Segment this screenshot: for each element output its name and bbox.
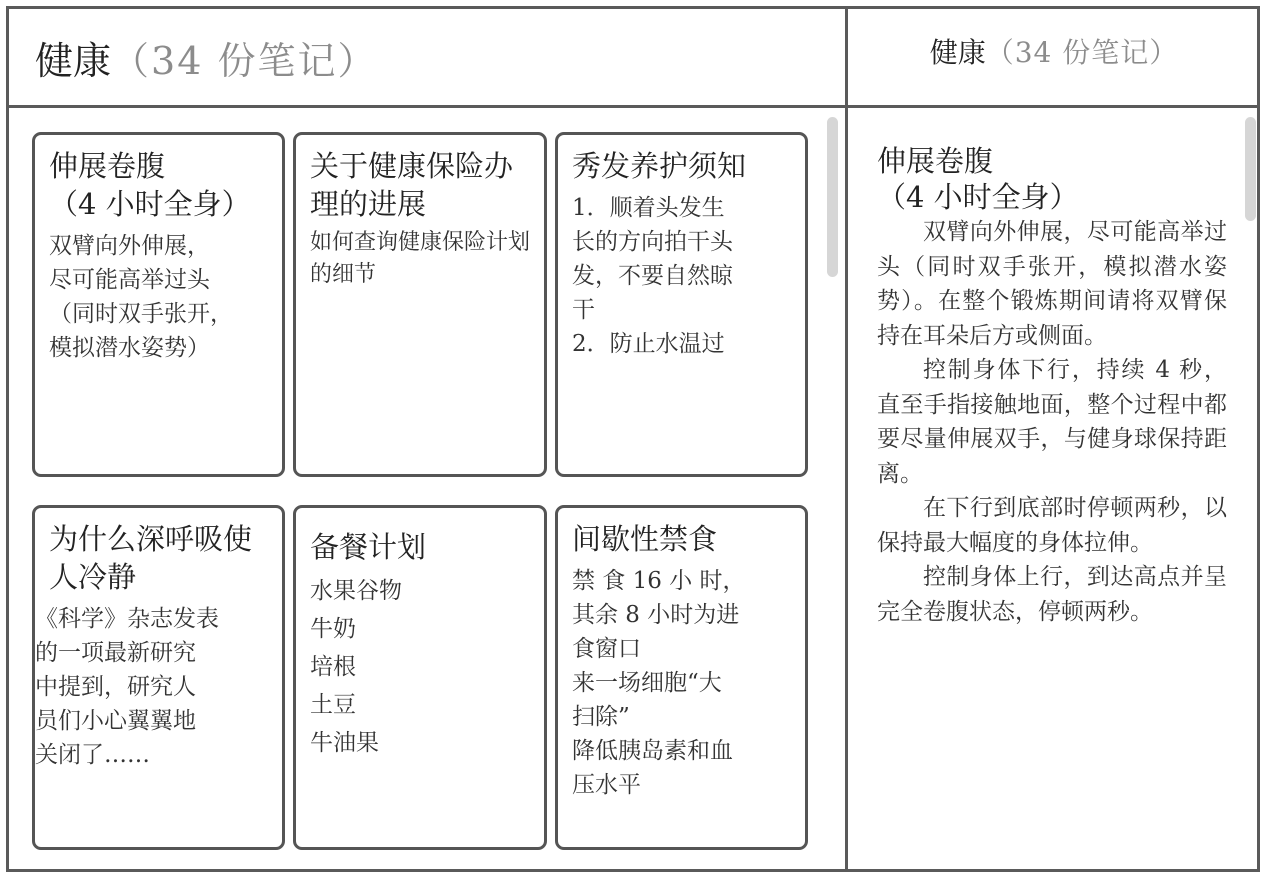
notebook-title <box>35 37 377 85</box>
note-card-insurance[interactable] <box>293 132 547 477</box>
detail-note-count: （34 份笔记） <box>985 36 1179 69</box>
note-count: （34 份笔记） <box>111 39 378 83</box>
note-card-title: 为什么深呼吸使人冷静 <box>49 522 253 594</box>
note-card-title: 伸展卷腹 （4 小时全身） <box>49 149 251 221</box>
detail-paragraph: 控制身体上行，到达高点并呈完全卷腹状态，停顿两秒。 <box>877 564 1227 625</box>
detail-header <box>848 33 1260 73</box>
list-scrollbar[interactable] <box>827 117 838 277</box>
notes-window <box>6 6 1260 872</box>
note-card-hair-care[interactable] <box>555 132 808 477</box>
note-card-meal-plan[interactable] <box>293 505 547 850</box>
header-divider <box>9 105 1257 108</box>
note-card-preview: 1．顺着头发生 长的方向拍干头 发，不要自然晾 干 2．防止水温过 <box>572 195 733 357</box>
note-card-deep-breath[interactable] <box>32 505 285 850</box>
pane-divider-vertical <box>845 9 848 869</box>
note-card-title: 备餐计划 <box>310 530 427 564</box>
note-card-preview: 双臂向外伸展， 尽可能高举过头 （同时双手张开， 模拟潜水姿势） <box>49 233 233 361</box>
note-card-stretch-crunch[interactable] <box>32 132 285 477</box>
note-card-preview: 水果谷物 牛奶 培根 土豆 牛油果 <box>310 578 402 756</box>
notebook-name: 健康 <box>35 39 112 83</box>
note-card-preview: 禁 食 16 小 时， 其余 8 小时为进 食窗口 来一场细胞“大 扫除” 降低胰岛素和血 压水平 <box>572 568 746 798</box>
note-card-title: 间歇性禁食 <box>572 522 718 556</box>
note-card-fasting[interactable] <box>555 505 808 850</box>
note-detail <box>877 143 1227 629</box>
detail-paragraph: 在下行到底部时停顿两秒，以保持最大幅度的身体拉伸。 <box>877 495 1227 556</box>
detail-note-title: 伸展卷腹 （4 小时全身） <box>877 144 1079 214</box>
note-card-preview: 《科学》杂志发表 的一项最新研究 中提到，研究人 员们小心翼翼地 关闭了…… <box>35 606 219 768</box>
detail-paragraph: 双臂向外伸展，尽可能高举过头（同时双手张开，模拟潜水姿势）。在整个锻炼期间请将双臂保持在耳朵后方或侧面。 <box>877 219 1227 349</box>
note-card-title: 关于健康保险办理的进展 <box>310 149 514 221</box>
detail-scrollbar[interactable] <box>1245 117 1256 221</box>
detail-notebook-name: 健康 <box>929 36 986 69</box>
note-card-preview: 如何查询健康保险计划的细节 <box>310 230 531 287</box>
detail-paragraph: 控制身体下行，持续 4 秒，直至手指接触地面，整个过程中都要尽量伸展双手，与健身球保持距离。 <box>877 357 1227 487</box>
note-card-title: 秀发养护须知 <box>572 149 747 183</box>
